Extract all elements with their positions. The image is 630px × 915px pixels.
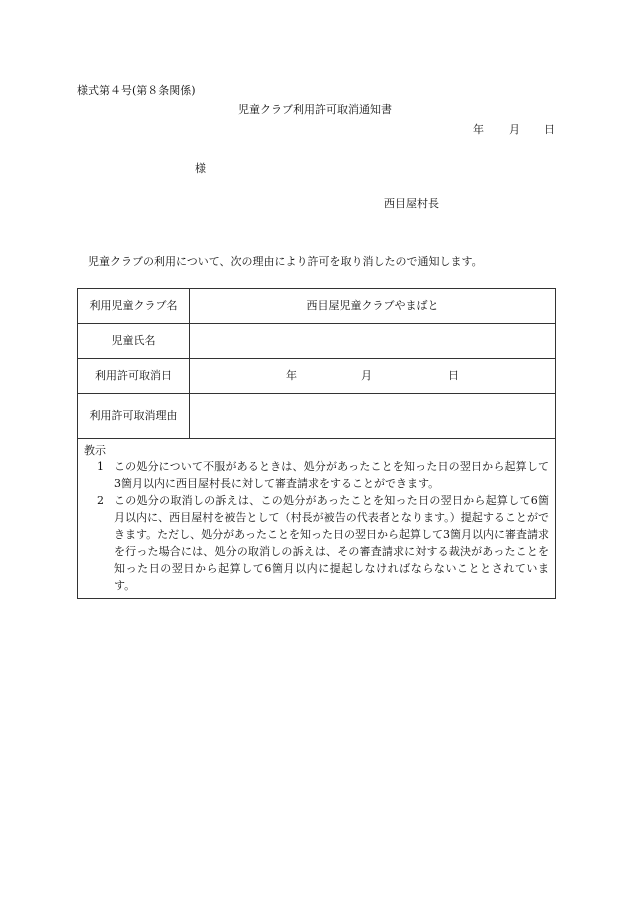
instruction-text: この処分について不服があるときは、処分があったことを知った日の翌日から起算して3箇月以内に西目屋村長に対して審査請求をすることができます。 (114, 460, 549, 490)
instruction-title: 教示 (84, 444, 106, 457)
table-row (78, 324, 556, 359)
table-row (78, 439, 556, 599)
table-row (78, 289, 556, 324)
date-month-label: 月 (509, 123, 520, 136)
child-name-label: 児童氏名 (78, 324, 190, 359)
table-row (78, 359, 556, 394)
revocation-day-label: 日 (448, 369, 459, 382)
instruction-number: 1 (97, 460, 104, 473)
revocation-month-label: 月 (361, 369, 372, 382)
revocation-date-label: 利用許可取消日 (78, 359, 190, 394)
revocation-reason-value (190, 394, 556, 439)
document-title: 児童クラブ利用許可取消通知書 (238, 103, 392, 116)
addressee-suffix: 様 (195, 162, 206, 175)
club-name-label: 利用児童クラブ名 (78, 289, 190, 324)
revocation-reason-label: 利用許可取消理由 (78, 394, 190, 439)
revocation-date-value (190, 359, 556, 394)
instruction-item (84, 492, 549, 594)
child-name-value (190, 324, 556, 359)
info-table (77, 288, 556, 599)
instruction-text: この処分の取消しの訴えは、この処分があったことを知った日の翌日から起算して6箇月以内に、西目屋村を被告として（村長が被告の代表者となります。）提起することができます。ただし、処分があったことを知った日の翌日から起算して3箇月以内に審査請求を行った場合には、処分の取消しの訴えは、その審査請求に対する裁決があったことを知った日の翌日から起算して6箇月以内に提起しなければならないこととされています。 (114, 494, 550, 592)
instruction-item (84, 458, 549, 492)
instruction-number: 2 (97, 494, 104, 507)
revocation-year-label: 年 (286, 369, 297, 382)
issuer-name: 西目屋村長 (384, 197, 439, 210)
instruction-section (78, 439, 556, 599)
table-row (78, 394, 556, 439)
date-year-label: 年 (473, 123, 484, 136)
club-name-value: 西目屋児童クラブやまばと (190, 289, 556, 324)
notice-text: 児童クラブの利用について、次の理由により許可を取り消したので通知します。 (88, 255, 483, 268)
date-day-label: 日 (544, 123, 555, 136)
form-number: 様式第４号(第８条関係) (77, 84, 196, 97)
